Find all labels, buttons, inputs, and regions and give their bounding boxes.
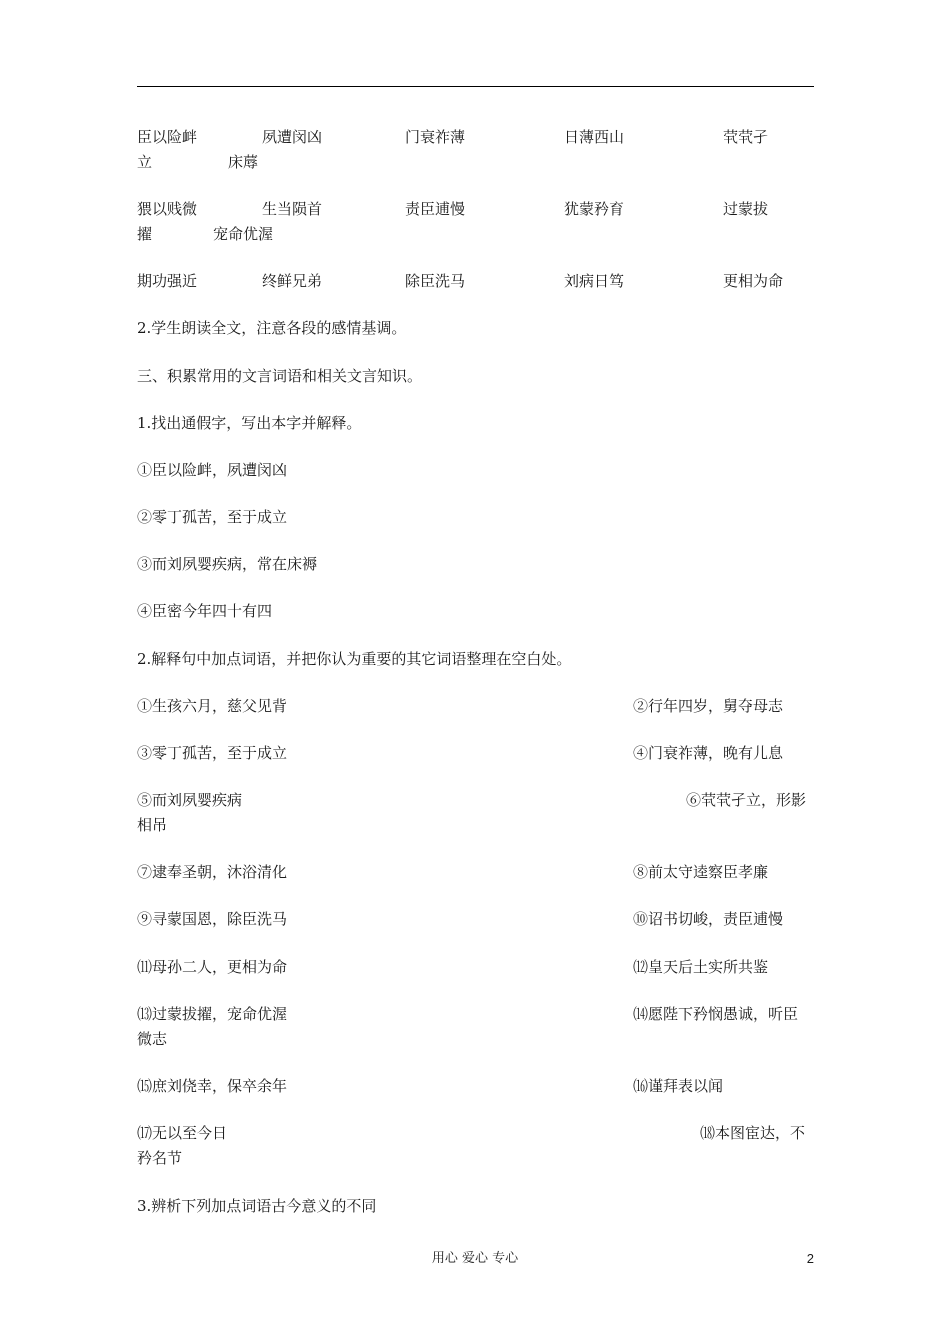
question-2-item: ⒂庶刘侥幸，保卒余年 xyxy=(137,1077,288,1095)
question-2-item: ⑾母孙二人，更相为命 xyxy=(137,958,288,976)
question-2-item: ⒄无以至今日 xyxy=(137,1124,228,1142)
header-rule xyxy=(137,86,814,87)
vocab-term: 床蓐 xyxy=(228,153,259,171)
question-2-item: ③零丁孤苦，至于成立 xyxy=(137,744,288,762)
question-2-item: ⑤而刘夙婴疾病 xyxy=(137,791,243,809)
vocab-term: 门衰祚薄 xyxy=(405,128,466,146)
vocab-term: 茕茕孑 xyxy=(723,128,769,146)
question-2-item: ⑿皇天后土实所共鉴 xyxy=(633,958,769,976)
vocab-term: 责臣逋慢 xyxy=(405,200,466,218)
footer-motto: 用心 爱心 专心 xyxy=(431,1251,519,1266)
page-number: 2 xyxy=(806,1251,814,1266)
question-2-item: ⑨寻蒙国恩，除臣洗马 xyxy=(137,910,288,928)
vocab-term: 宠命优渥 xyxy=(213,225,274,243)
vocab-term: 更相为命 xyxy=(723,272,784,290)
vocab-term: 夙遭闵凶 xyxy=(262,128,323,146)
vocab-term: 终鲜兄弟 xyxy=(262,272,323,290)
vocab-term: 犹蒙矜育 xyxy=(564,200,625,218)
question-2-item-continuation: 相吊 xyxy=(137,816,168,834)
question-2-item-continuation: 矜名节 xyxy=(137,1149,183,1167)
vocab-term: 猥以贱微 xyxy=(137,200,198,218)
vocab-term: 期功强近 xyxy=(137,272,198,290)
question-2-item: ⒀过蒙拔擢，宠命优渥 xyxy=(137,1005,288,1023)
question-2-item: ⑥茕茕孑立，形影 xyxy=(686,791,807,809)
question-1-title: 1.找出通假字，写出本字并解释。 xyxy=(137,414,362,432)
vocab-term: 擢 xyxy=(137,225,153,243)
vocab-term: 立 xyxy=(137,153,153,171)
question-2-item: ⒁愿陛下矜悯愚诚，听臣 xyxy=(633,1005,799,1023)
question-1-item: ②零丁孤苦，至于成立 xyxy=(137,508,288,526)
question-1-item: ④臣密今年四十有四 xyxy=(137,602,273,620)
question-2-title: 2.解释句中加点词语，并把你认为重要的其它词语整理在空白处。 xyxy=(137,650,572,668)
question-1-item: ①臣以险衅，夙遭闵凶 xyxy=(137,461,288,479)
vocab-term: 除臣洗马 xyxy=(405,272,466,290)
question-2-item-continuation: 微志 xyxy=(137,1030,168,1048)
vocab-term: 刘病日笃 xyxy=(564,272,625,290)
question-2-item: ⒅本图宦达，不 xyxy=(700,1124,806,1142)
vocab-term: 臣以险衅 xyxy=(137,128,198,146)
question-2-item: ①生孩六月，慈父见背 xyxy=(137,697,288,715)
question-2-item: ⒃谨拜表以闻 xyxy=(633,1077,724,1095)
question-2-item: ⑩诏书切峻，责臣逋慢 xyxy=(633,910,784,928)
question-2-item: ⑦逮奉圣朝，沐浴清化 xyxy=(137,863,288,881)
question-2-item: ⑧前太守逵察臣孝廉 xyxy=(633,863,769,881)
vocab-term: 生当陨首 xyxy=(262,200,323,218)
question-2-item: ④门衰祚薄，晚有儿息 xyxy=(633,744,784,762)
question-1-item: ③而刘夙婴疾病，常在床褥 xyxy=(137,555,318,573)
section-3-heading: 三、积累常用的文言词语和相关文言知识。 xyxy=(137,367,423,385)
vocab-term: 日薄西山 xyxy=(564,128,625,146)
step-2-instruction: 2.学生朗读全文，注意各段的感情基调。 xyxy=(137,319,407,337)
question-2-item: ②行年四岁，舅夺母志 xyxy=(633,697,784,715)
question-3-title: 3.辨析下列加点词语古今意义的不同 xyxy=(137,1197,377,1215)
vocab-term: 过蒙拔 xyxy=(723,200,769,218)
